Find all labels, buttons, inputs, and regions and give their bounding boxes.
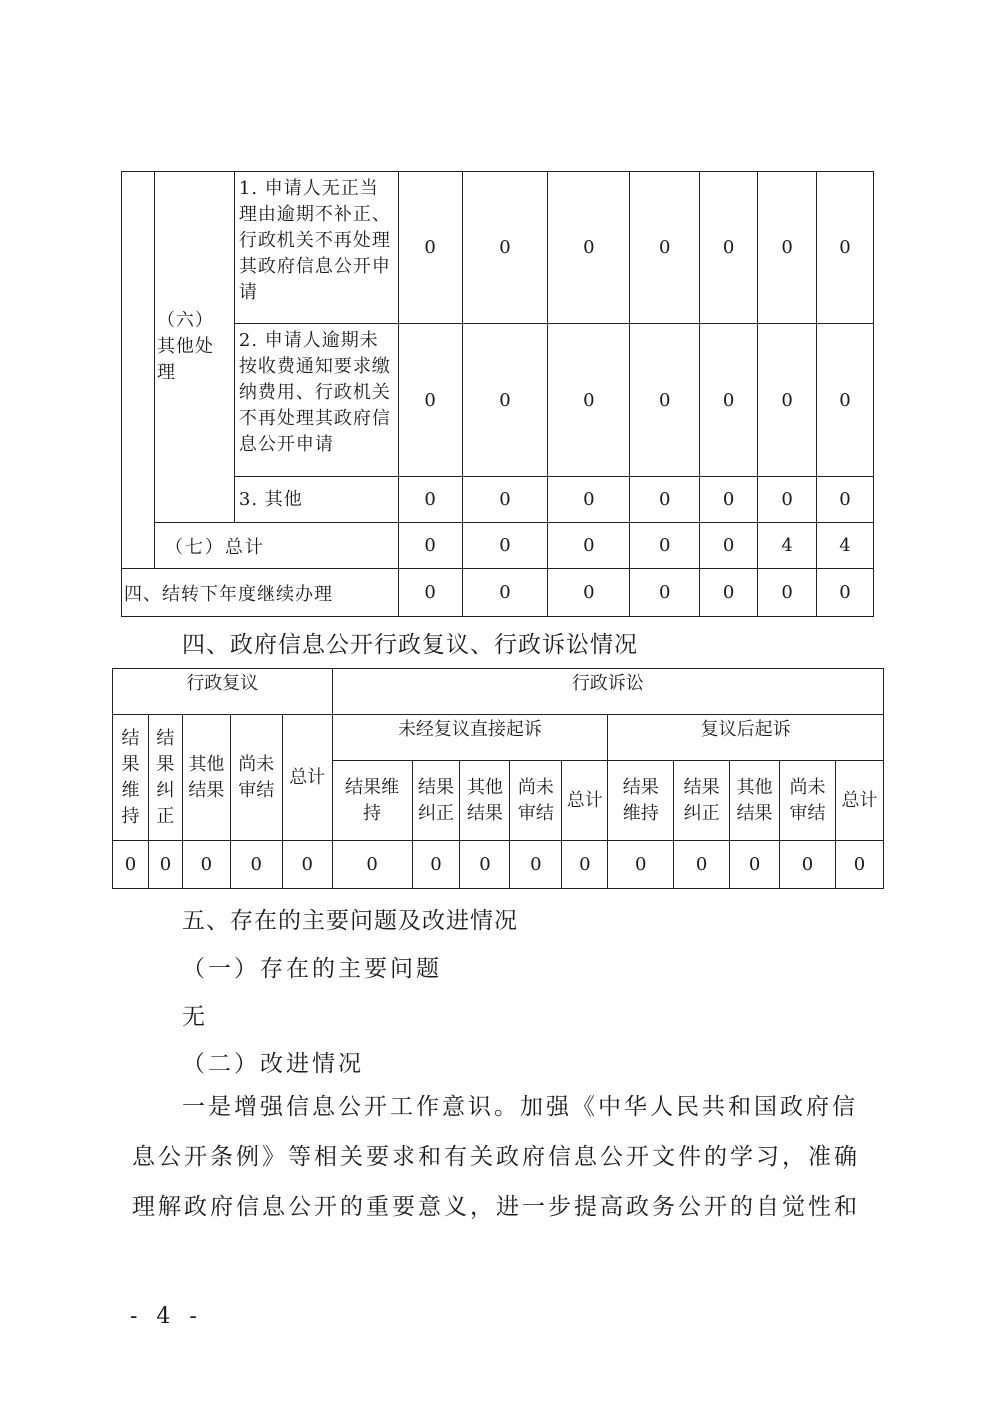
carry-cell: 0 <box>758 569 817 617</box>
value-cell: 0 <box>730 841 780 889</box>
value-cell: 0 <box>758 477 817 523</box>
paragraph-line: 息公开条例》等相关要求和有关政府信息公开文件的学习，准确 <box>132 1144 860 1170</box>
value-cell: 0 <box>630 324 700 477</box>
total-cell: 0 <box>548 523 630 569</box>
direct-col: 总计 <box>562 761 608 841</box>
value-cell: 0 <box>230 841 282 889</box>
paragraph-line: 一是增强信息公开工作意识。加强《中华人民共和国政府信 <box>182 1094 858 1120</box>
outer-blank-cell <box>122 172 155 569</box>
value-cell: 0 <box>462 172 548 324</box>
value-cell: 0 <box>548 172 630 324</box>
value-cell: 0 <box>674 841 730 889</box>
review-col: 结果纠正 <box>148 715 182 841</box>
direct-col: 尚未审结 <box>510 761 562 841</box>
review-col: 结果维持 <box>113 715 149 841</box>
after-review-suit-header: 复议后起诉 <box>608 715 884 761</box>
value-cell: 0 <box>398 477 462 523</box>
total-label: （七）总计 <box>154 523 398 569</box>
value-cell: 0 <box>608 841 674 889</box>
section-4-heading: 四、政府信息公开行政复议、行政诉讼情况 <box>182 632 638 658</box>
row-desc: 2. 申请人逾期未按收费通知要求缴纳费用、行政机关不再处理其政府信息公开申请 <box>234 324 398 477</box>
carry-cell: 0 <box>462 569 548 617</box>
carry-over-label: 四、结转下年度继续办理 <box>122 569 399 617</box>
after-col: 总计 <box>835 761 883 841</box>
subsection-1-heading: （一）存在的主要问题 <box>182 956 442 982</box>
value-cell: 0 <box>630 477 700 523</box>
total-cell: 0 <box>462 523 548 569</box>
after-col: 尚未审结 <box>780 761 836 841</box>
row-desc: 3. 其他 <box>234 477 398 523</box>
value-cell: 0 <box>460 841 510 889</box>
page-number: - 4 - <box>130 1304 203 1329</box>
value-cell: 0 <box>758 324 817 477</box>
carry-cell: 0 <box>700 569 758 617</box>
row-desc: 1. 申请人无正当理由逾期不补正、行政机关不再处理其政府信息公开申请 <box>234 172 398 324</box>
total-cell: 4 <box>817 523 874 569</box>
after-col: 结果纠正 <box>674 761 730 841</box>
review-header: 行政复议 <box>113 669 333 715</box>
value-cell: 0 <box>398 324 462 477</box>
total-cell: 4 <box>758 523 817 569</box>
value-cell: 0 <box>780 841 836 889</box>
direct-col: 结果纠正 <box>412 761 460 841</box>
value-cell: 0 <box>113 841 149 889</box>
section-5-heading: 五、存在的主要问题及改进情况 <box>182 908 518 934</box>
review-litigation-table <box>112 668 884 889</box>
review-col: 其他结果 <box>182 715 230 841</box>
value-cell: 0 <box>548 324 630 477</box>
value-cell: 0 <box>817 477 874 523</box>
total-cell: 0 <box>630 523 700 569</box>
value-cell: 0 <box>758 172 817 324</box>
value-cell: 0 <box>510 841 562 889</box>
review-col: 总计 <box>282 715 332 841</box>
value-cell: 0 <box>148 841 182 889</box>
value-cell: 0 <box>548 477 630 523</box>
value-cell: 0 <box>835 841 883 889</box>
carry-cell: 0 <box>817 569 874 617</box>
review-col: 尚未审结 <box>230 715 282 841</box>
value-cell: 0 <box>462 477 548 523</box>
litigation-header: 行政诉讼 <box>332 669 883 715</box>
stats-table-continued <box>121 171 874 617</box>
carry-cell: 0 <box>398 569 462 617</box>
group-label: （六）其他处理 <box>154 172 234 523</box>
value-cell: 0 <box>817 172 874 324</box>
value-cell: 0 <box>412 841 460 889</box>
subsection-1-text: 无 <box>182 1004 206 1030</box>
value-cell: 0 <box>562 841 608 889</box>
subsection-2-heading: （二）改进情况 <box>182 1051 364 1077</box>
paragraph-line: 理解政府信息公开的重要意义，进一步提高政务公开的自觉性和 <box>132 1194 860 1220</box>
direct-suit-header: 未经复议直接起诉 <box>332 715 608 761</box>
value-cell: 0 <box>282 841 332 889</box>
value-cell: 0 <box>332 841 412 889</box>
total-cell: 0 <box>700 523 758 569</box>
after-col: 结果维持 <box>608 761 674 841</box>
value-cell: 0 <box>700 324 758 477</box>
value-cell: 0 <box>700 477 758 523</box>
value-cell: 0 <box>630 172 700 324</box>
direct-col: 结果维持 <box>332 761 412 841</box>
value-cell: 0 <box>700 172 758 324</box>
after-col: 其他结果 <box>730 761 780 841</box>
value-cell: 0 <box>817 324 874 477</box>
carry-cell: 0 <box>548 569 630 617</box>
value-cell: 0 <box>398 172 462 324</box>
carry-cell: 0 <box>630 569 700 617</box>
value-cell: 0 <box>462 324 548 477</box>
value-cell: 0 <box>182 841 230 889</box>
direct-col: 其他结果 <box>460 761 510 841</box>
total-cell: 0 <box>398 523 462 569</box>
